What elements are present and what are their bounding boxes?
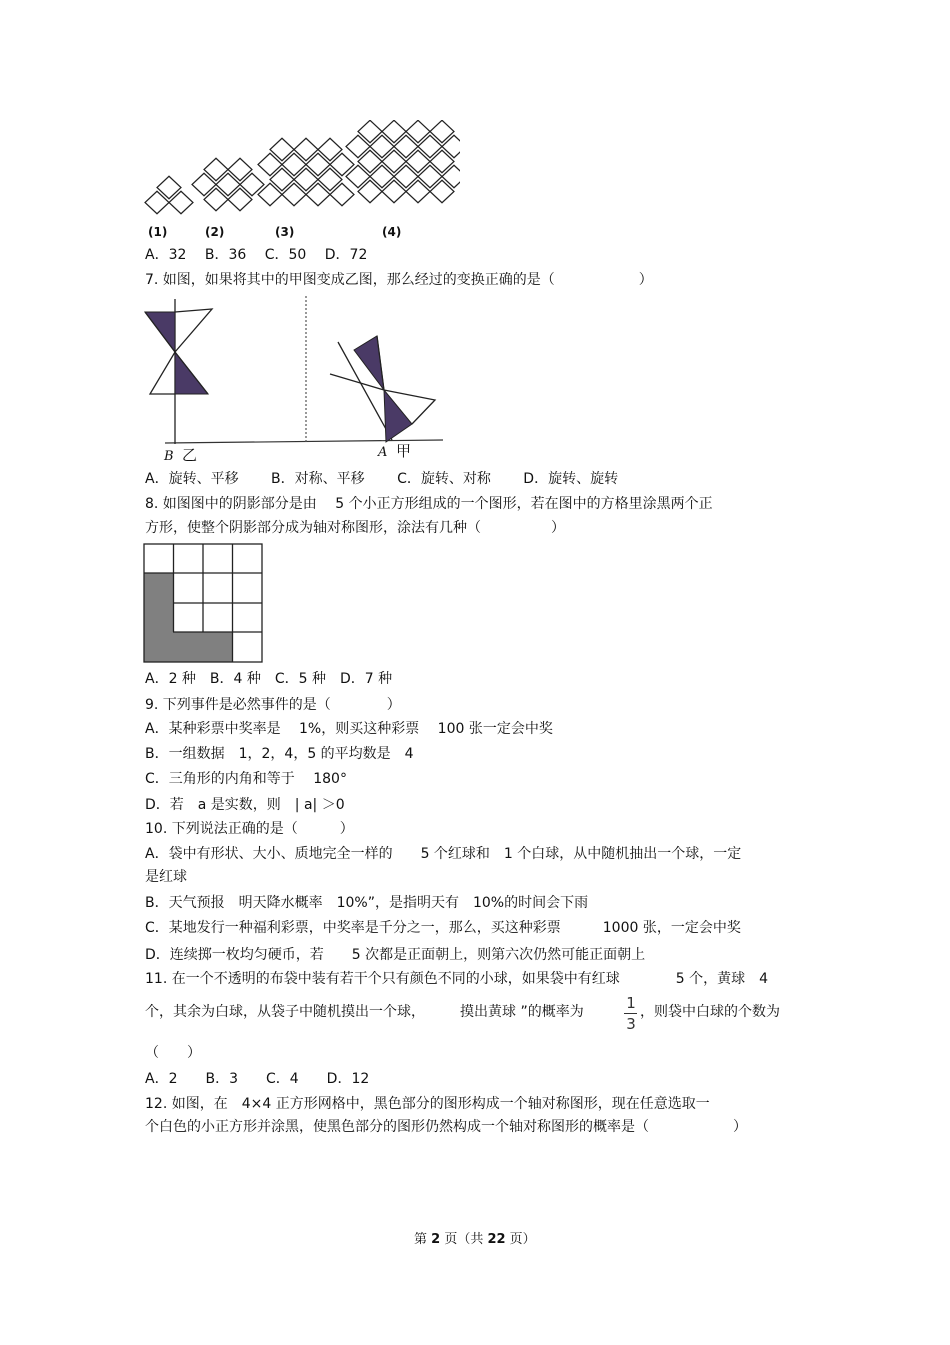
q9-option-b: B．一组数据 1，2，4，5 的平均数是 4 [145, 746, 414, 762]
q6-label-2: (2) [205, 225, 225, 239]
q7-stem: 7. 如图，如果将其中的甲图变成乙图，那么经过的变换正确的是（ ） [145, 272, 653, 288]
q11-stem-2a: 个，其余为白球，从袋子中随机摸出一个球， 摸出黄球 ”的概率为 [145, 1004, 584, 1020]
q7-label-b: B [164, 449, 174, 464]
lattice-4-diamond [442, 165, 460, 188]
footer-total-pages: 22 [487, 1232, 506, 1247]
q12-stem-1: 12. 如图，在 4×4 正方形网格中，黑色部分的图形构成一个轴对称图形，现在任意选取一 [145, 1096, 710, 1112]
q6-label-1: (1) [148, 225, 168, 239]
q6-label-3: (3) [275, 225, 295, 239]
q9-option-a: A．某种彩票中奖率是 1%，则买这种彩票 100 张一定会中奖 [145, 721, 553, 737]
q8-stem-1: 8. 如图图中的阴影部分是由 5 个小正方形组成的一个图形，若在图中的方格里涂黑两个正 [145, 496, 713, 512]
q7-label-jia: 甲 [396, 442, 412, 460]
q9-option-c: C．三角形的内角和等于 180° [145, 771, 347, 787]
q6-options: A．32 B．36 C．50 D．72 [145, 247, 368, 263]
q9-option-d: D．若 a 是实数，则 | a| ＞0 [145, 797, 345, 813]
q8-stem-2: 方形，使整个阴影部分成为轴对称图形，涂法有几种（ ） [145, 520, 565, 536]
q11-stem-1: 11. 在一个不透明的布袋中装有若干个只有颜色不同的小球，如果袋中有红球 5 个，黄球 4 [145, 971, 768, 987]
q7-options: A．旋转、平移 B．对称、平移 C．旋转、对称 D．旋转、旋转 [145, 471, 619, 487]
q6-label-4: (4) [382, 225, 402, 239]
q10-option-c: C．某地发行一种福利彩票，中奖率是千分之一，那么，买这种彩票 1000 张，一定会中奖 [145, 920, 741, 936]
footer-page-number: 2 [431, 1232, 441, 1247]
q8-options: A．2 种 B．4 种 C．5 种 D．7 种 [145, 671, 393, 687]
page-footer [414, 1232, 536, 1248]
q6-lattice-figure [140, 120, 460, 245]
q7-label-a: A [378, 445, 388, 460]
footer-suffix: 页） [505, 1232, 536, 1247]
q11-fraction-bar [624, 1013, 637, 1014]
footer-prefix: 第 [414, 1232, 432, 1247]
q10-option-a-line2: 是红球 [145, 869, 187, 885]
q9-stem: 9. 下列事件是必然事件的是（ ） [145, 697, 401, 713]
q12-stem-2: 个白色的小正方形并涂黑，使黑色部分的图形仍然构成一个轴对称图形的概率是（ ） [145, 1119, 747, 1135]
q10-option-a-line1: A．袋中有形状、大小、质地完全一样的 5 个红球和 1 个白球，从中随机抽出一个球，一定 [145, 846, 742, 862]
q7-label-yi: 乙 [182, 446, 198, 464]
q11-options: A．2 B．3 C．4 D．12 [145, 1071, 370, 1087]
footer-middle: 页（共 [440, 1232, 488, 1247]
q10-option-b: B．天气预报 明天降水概率 10%”，是指明天有 10%的时间会下雨 [145, 895, 589, 911]
q11-stem-3: （ ） [145, 1045, 201, 1061]
q7-transform-figure [140, 294, 450, 466]
q10-stem: 10. 下列说法正确的是（ ） [145, 821, 354, 837]
q10-option-d: D．连续掷一枚均匀硬币，若 5 次都是正面朝上，则第六次仍然可能正面朝上 [145, 947, 646, 963]
q11-stem-2b: ，则袋中白球的个数为 [640, 1004, 780, 1020]
q11-fraction-denominator: 3 [626, 1015, 636, 1033]
q11-fraction-numerator: 1 [626, 994, 636, 1012]
lattice-4-diamond [442, 135, 460, 158]
q8-grid-figure [143, 543, 264, 664]
